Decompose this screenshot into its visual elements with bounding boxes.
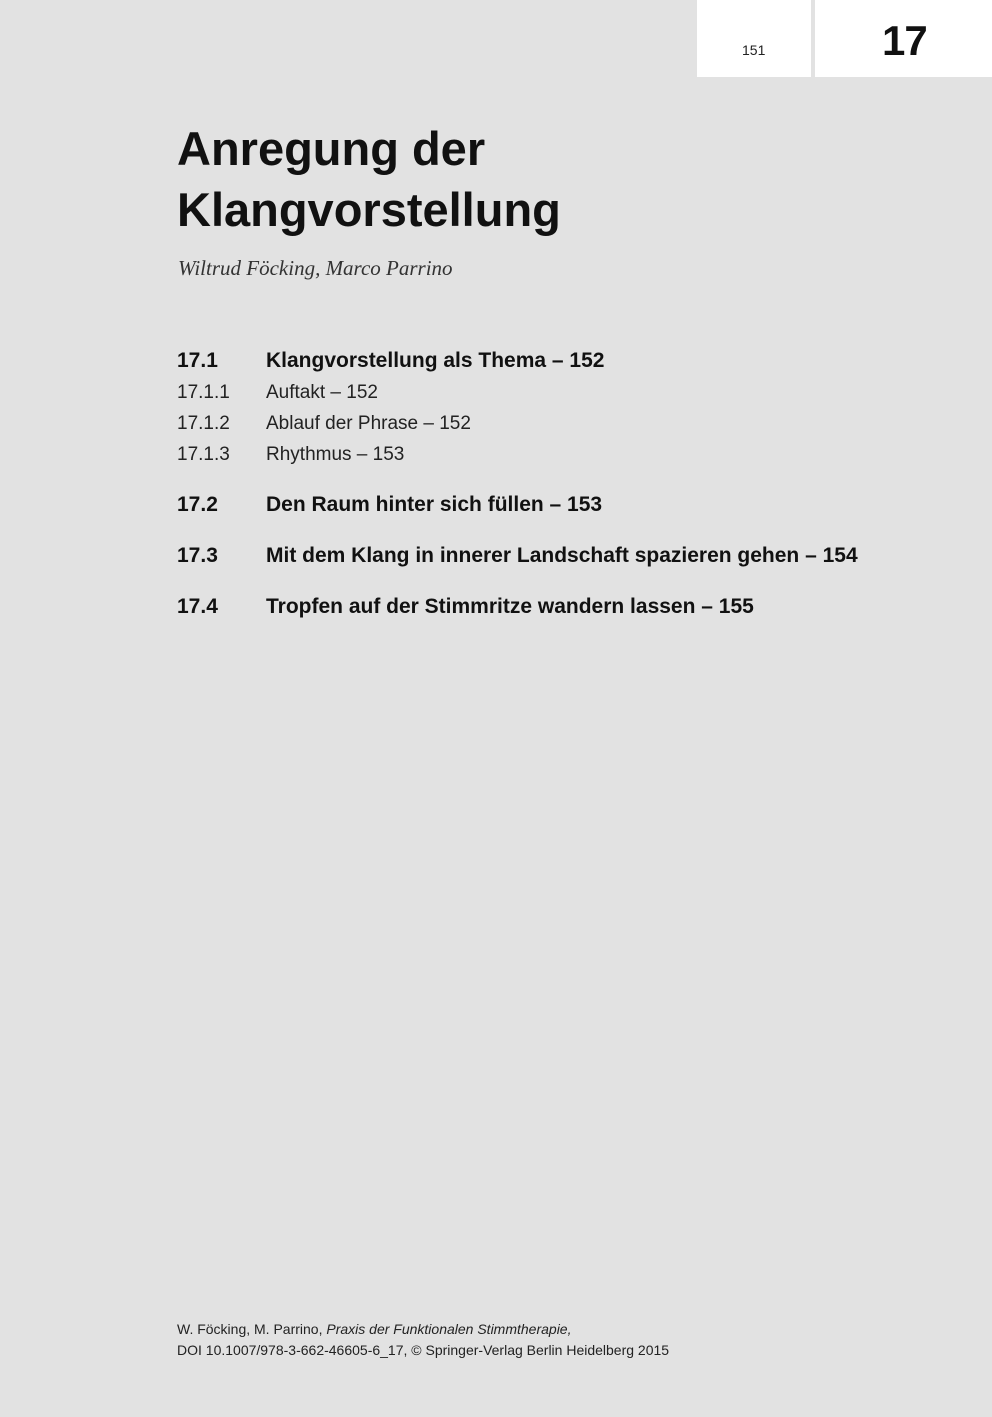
chapter-title (177, 118, 777, 240)
citation-footer (177, 1319, 669, 1361)
toc-entry-17-4[interactable] (177, 591, 937, 623)
toc-entry-title: Ablauf der Phrase – 152 (266, 413, 471, 434)
citation-book-title: Praxis der Funktionalen Stimmtherapie, (326, 1321, 572, 1337)
toc-entry-title: Klangvorstellung als Thema – 152 (266, 349, 605, 372)
toc-entry-number: 17.1.3 (177, 444, 230, 465)
chapter-title-line-1: Anregung der (177, 122, 486, 175)
toc-entry-title: Tropfen auf der Stimmritze wandern lassen – 155 (266, 595, 754, 618)
page-header-box (697, 0, 992, 77)
toc-entry-number: 17.3 (177, 544, 218, 567)
toc-entry-title: Auftakt – 152 (266, 382, 378, 403)
toc-entry-number: 17.4 (177, 595, 218, 618)
citation-authors: W. Föcking, M. Parrino, (177, 1321, 327, 1337)
toc-entry-17-1[interactable] (177, 345, 937, 377)
toc-entry-title: Den Raum hinter sich füllen – 153 (266, 493, 603, 516)
toc-entry-number: 17.2 (177, 493, 218, 516)
citation-doi: DOI 10.1007/978-3-662-46605-6_17, © Springer-Verlag Berlin Heidelberg 2015 (177, 1342, 670, 1358)
toc-entry-17-1-1[interactable] (177, 377, 937, 408)
toc-entry-number: 17.1.1 (177, 382, 230, 403)
chapter-title-line-2: Klangvorstellung (177, 183, 561, 236)
toc-entry-number: 17.1.2 (177, 413, 230, 434)
header-divider (811, 0, 815, 77)
toc-entry-17-2[interactable] (177, 489, 937, 521)
toc-entry-17-1-2[interactable] (177, 408, 937, 439)
toc-entry-number: 17.1 (177, 349, 218, 372)
page-number: 151 (742, 42, 766, 58)
toc-entry-title: Rhythmus – 153 (266, 444, 405, 465)
citation-line-1 (177, 1319, 669, 1340)
toc-entry-17-1-3[interactable] (177, 439, 937, 470)
toc-entry-title: Mit dem Klang in innerer Landschaft spazieren gehen – 154 (266, 544, 858, 567)
toc-entry-17-3[interactable] (177, 540, 937, 572)
table-of-contents (177, 345, 937, 623)
chapter-authors: Wiltrud Föcking, Marco Parrino (178, 256, 453, 280)
chapter-number: 17 (882, 17, 927, 64)
